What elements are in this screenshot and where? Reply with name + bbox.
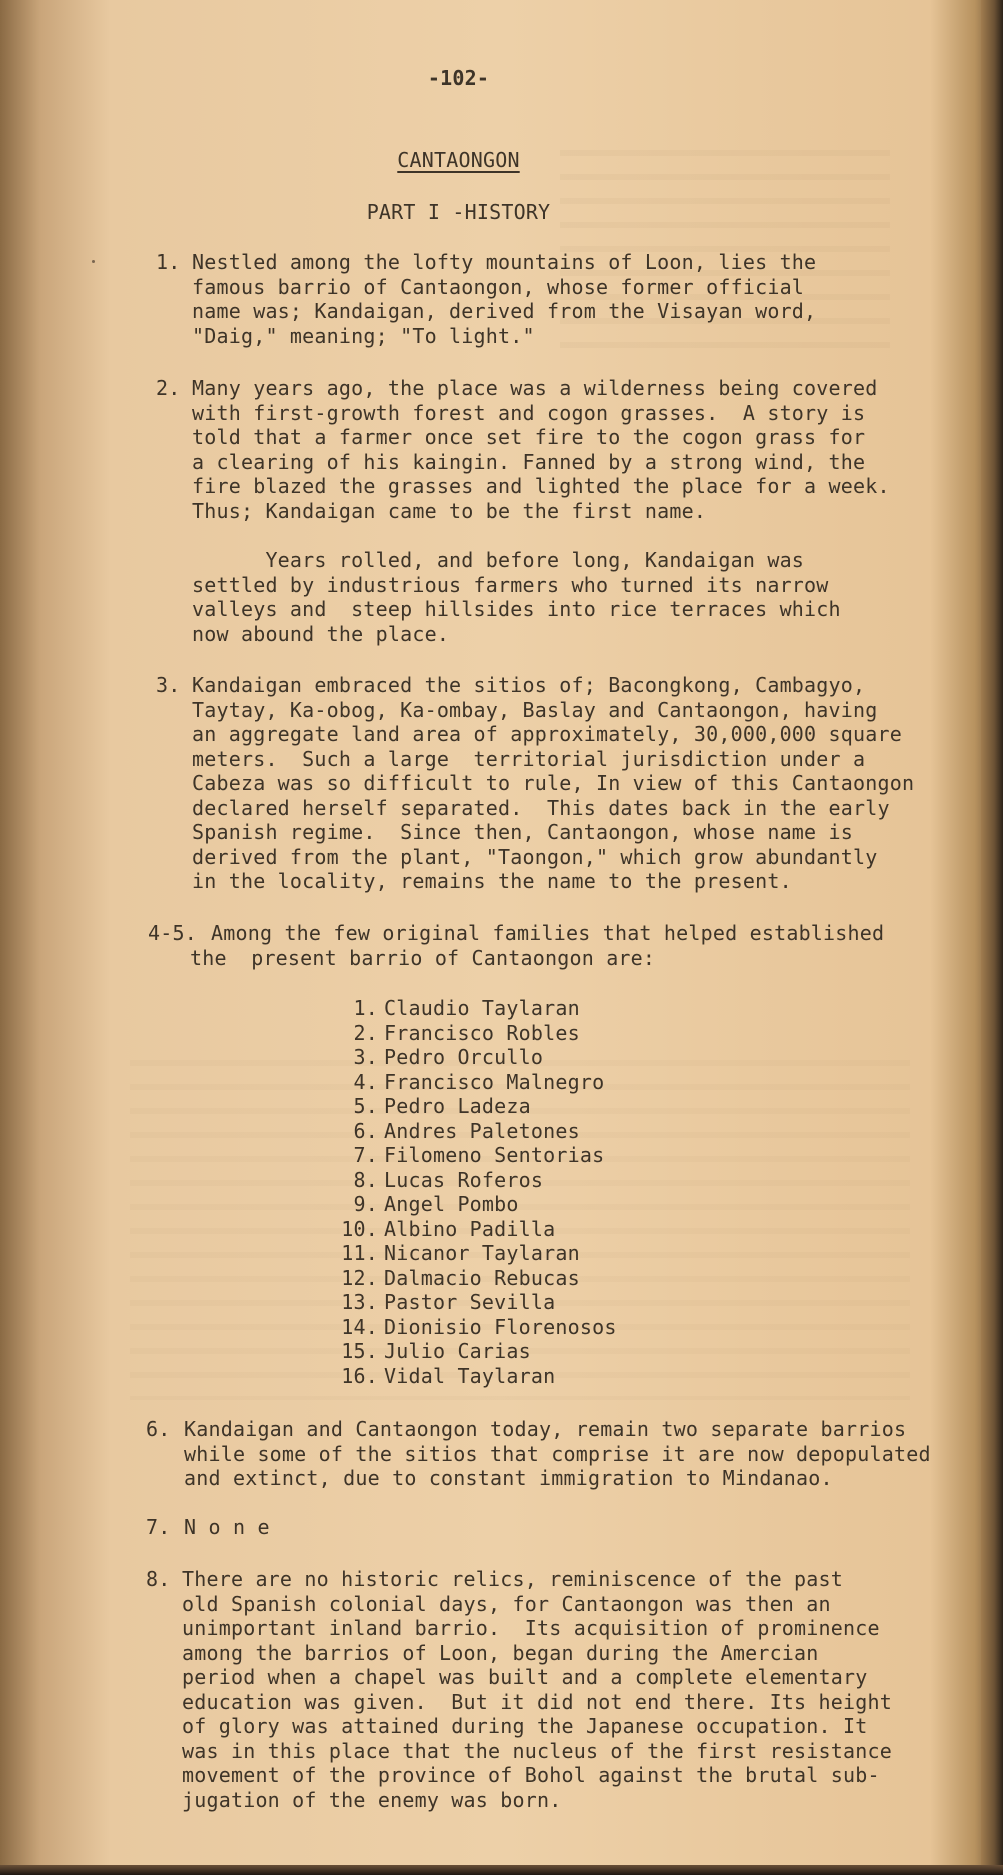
paragraph-1-line: Nestled among the lofty mountains of Loon, lies the [192,250,817,274]
paragraph-3-line: Spanish regime. Since then, Cantaongon, whose name is [192,820,854,844]
paragraph-1-line: "Daig," meaning; "To light." [192,323,535,348]
paragraph-3-number: 3. [156,673,181,697]
family-name: Albino Padilla [384,1216,556,1241]
family-number: 6. [353,1118,378,1143]
paragraph-3-line: Kandaigan embraced the sitios of; Bacongkong, Cambagyo, [192,673,866,697]
paragraph-8-line: unimportant inland barrio. Its acquisition of prominence [182,1616,880,1640]
family-name: Andres Paletones [384,1118,580,1143]
family-number: 16. [341,1363,378,1388]
family-number: 8. [353,1167,378,1192]
family-number: 14. [341,1314,378,1339]
paragraph-4-5-line: the present barrio of Cantaongon are: [190,945,656,970]
family-number: 7. [353,1143,378,1167]
paragraph-6-line: Kandaigan and Cantaongon today, remain two separate barrios [184,1417,907,1441]
paragraph-2-cont-line: now abound the place. [192,621,450,646]
stray-mark [92,260,95,263]
paragraph-2-line: with first-growth forest and cogon grasses. A story is [192,400,866,425]
family-name: Pedro Ladeza [384,1094,531,1118]
paragraph-8-line: was in this place that the nucleus of the first resistance [182,1738,892,1763]
paragraph-8-line: period when a chapel was built and a complete elementary [182,1665,868,1689]
paragraph-8-line: jugation of the enemy was born. [182,1787,562,1812]
family-number: 11. [341,1241,378,1265]
paragraph-2-number: 2. [156,376,181,400]
paragraph-8-line: education was given. But it did not end there. Its height [182,1689,892,1714]
paragraph-1-number: 1. [156,250,181,274]
paragraph-2-cont-line: Years rolled, and before long, Kandaigan was [192,548,805,572]
family-number: 2. [353,1020,378,1045]
paragraph-3-line: Taytay, Ka-obog, Ka-ombay, Baslay and Cantaongon, having [192,697,878,722]
family-name: Dalmacio Rebucas [384,1265,580,1290]
paragraph-3-line: meters. Such a large territorial jurisdiction under a [192,746,866,771]
family-name: Nicanor Taylaran [384,1241,580,1265]
paragraph-7-number: 7. [146,1515,171,1539]
paragraph-3-line: in the locality, remains the name to the present. [192,869,792,893]
family-number: 13. [341,1290,378,1314]
book-spine-shadow [981,0,1003,1875]
paragraph-6-line: and extinct, due to constant immigration to Mindanao. [184,1466,833,1490]
family-name: Francisco Malnegro [384,1069,605,1094]
paragraph-8-number: 8. [146,1567,171,1591]
part-heading: PART I -HISTORY [366,200,551,224]
page-number: -102- [427,66,490,90]
family-number: 1. [353,996,378,1020]
paragraph-2-line: a clearing of his kaingin. Fanned by a strong wind, the [192,449,866,474]
family-number: 12. [341,1265,378,1290]
family-name: Angel Pombo [384,1192,519,1216]
paragraph-3-line: Cabeza was so difficult to rule, In view of this Cantaongon [192,771,915,795]
family-number: 9. [353,1192,378,1216]
family-number: 5. [353,1094,378,1118]
paragraph-2-cont-line: settled by industrious farmers who turned its narrow [192,572,829,597]
paragraph-2-line: told that a farmer once set fire to the cogon grass for [192,425,866,449]
paragraph-7-text: N o n e [184,1515,270,1539]
paragraph-2-line: Many years ago, the place was a wilderness being covered [192,376,878,400]
family-number: 15. [341,1339,378,1363]
paragraph-4-5-number: 4-5. [148,921,197,945]
family-number: 4. [353,1069,378,1094]
family-name: Filomeno Sentorias [384,1143,605,1167]
paragraph-2-line: fire blazed the grasses and lighted the place for a week. [192,474,890,498]
paragraph-8-line: of glory was attained during the Japanese occupation. It [182,1714,868,1738]
paragraph-8-line: old Spanish colonial days, for Cantaongon was then an [182,1591,831,1616]
family-name: Francisco Robles [384,1020,580,1045]
family-name: Lucas Roferos [384,1167,544,1192]
family-name: Dionisio Florenosos [384,1314,617,1339]
document-title: CANTAONGON [397,148,520,172]
paragraph-8-line: There are no historic relics, reminiscence of the past [182,1567,844,1591]
family-number: 3. [353,1045,378,1069]
family-name: Julio Carias [384,1339,531,1363]
paragraph-1-line: famous barrio of Cantaongon, whose former official [192,274,805,299]
paragraph-2-line: Thus; Kandaigan came to be the first name. [192,498,707,523]
family-name: Claudio Taylaran [384,996,580,1020]
family-name: Pedro Orcullo [384,1045,544,1069]
paragraph-2-cont-line: valleys and steep hillsides into rice terraces which [192,597,841,621]
paragraph-3-line: declared herself separated. This dates back in the early [192,795,890,820]
family-name: Pastor Sevilla [384,1290,556,1314]
family-number: 10. [341,1216,378,1241]
paragraph-4-5-line: Among the few original families that helped established [211,921,885,945]
paragraph-1-line: name was; Kandaigan, derived from the Visayan word, [192,299,817,323]
paragraph-8-line: movement of the province of Bohol against the brutal sub- [182,1763,880,1787]
paragraph-3-line: an aggregate land area of approximately, 30,000,000 square [192,722,902,746]
page-bottom-edge [0,1865,1003,1875]
paragraph-6-number: 6. [146,1417,171,1441]
paragraph-6-line: while some of the sitios that comprise it are now depopulated [184,1441,931,1466]
paragraph-8-line: among the barrios of Loon, began during the Amercian [182,1640,819,1665]
family-name: Vidal Taylaran [384,1363,556,1388]
paragraph-3-line: derived from the plant, "Taongon," which grow abundantly [192,844,878,869]
